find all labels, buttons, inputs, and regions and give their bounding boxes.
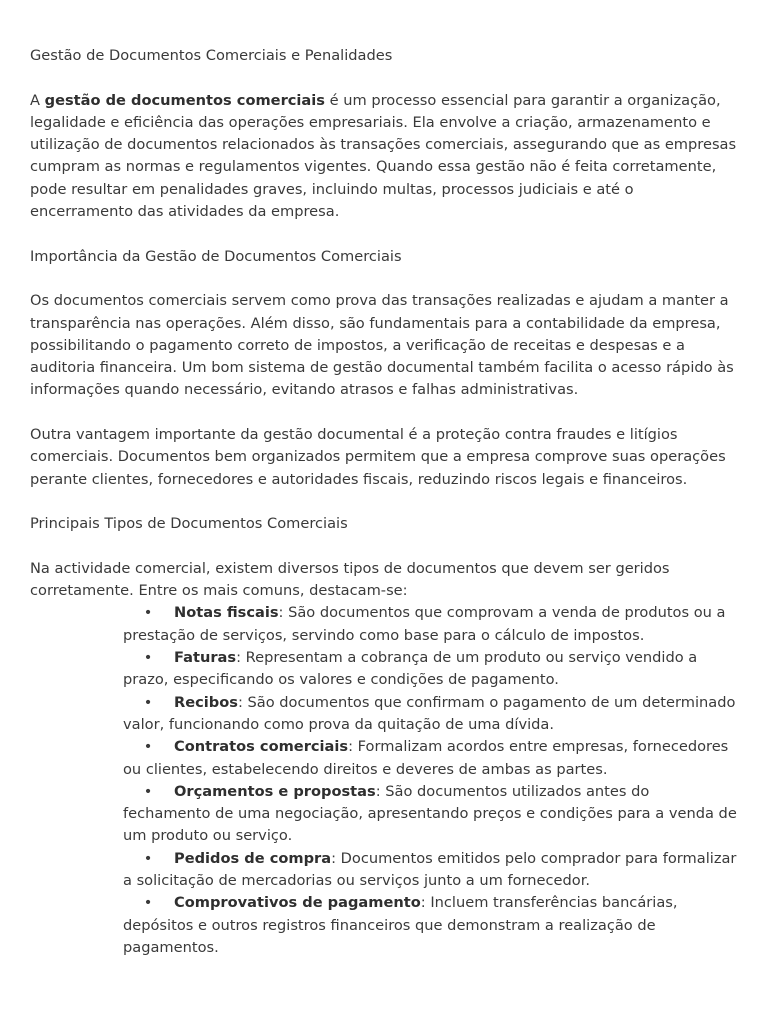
list-item-term: Notas fiscais — [174, 604, 279, 622]
list-item — [30, 692, 738, 737]
list-item-desc: : Representam a cobrança de um produto ou serviço vendido a prazo, especificando os valores e condições de pagamento. — [123, 649, 698, 689]
spacer — [30, 536, 738, 558]
bullet-marker: • — [143, 649, 153, 667]
bullet-marker: • — [143, 782, 153, 800]
bullet-marker: • — [143, 604, 153, 622]
list-item — [30, 736, 738, 781]
list-item-term: Pedidos de compra — [174, 849, 332, 867]
list-item-term: Recibos — [174, 693, 238, 711]
list-item-term: Contratos comerciais — [174, 738, 349, 756]
list-item-desc: : São documentos que confirmam o pagamento de um determinado valor, funcionando como prova da quitação de uma dívida. — [123, 693, 736, 733]
section-heading-types: Principais Tipos de Documentos Comerciais — [30, 515, 348, 533]
list-item-desc: : Formalizam acordos entre empresas, fornecedores ou clientes, estabelecendo direitos e deveres de ambas as partes. — [123, 738, 729, 778]
document-title: Gestão de Documentos Comerciais e Penalidades — [30, 47, 393, 64]
list-item-desc: : São documentos que comprovam a venda de produtos ou a prestação de serviços, servindo como base para o cálculo de impostos. — [123, 604, 726, 644]
bullet-marker: • — [143, 738, 153, 756]
intro-paragraph — [30, 90, 738, 224]
intro-prefix: A — [30, 91, 45, 109]
spacer — [30, 491, 738, 513]
bullet-marker: • — [143, 849, 153, 867]
bullet-marker: • — [143, 894, 153, 912]
list-item-term: Faturas — [174, 649, 237, 667]
spacer — [30, 402, 738, 424]
intro-rest: é um processo essencial para garantir a organização, legalidade e eficiência das operações empresariais. Ela envolve a criação, armazenamento e utilização de documentos relacionados às transações comerciais, assegurando que as empresas cumpram as normas e regulamentos vigentes. Quando essa gestão não é feita corretamente, pode resultar em penalidades graves, incluindo multas, processos judiciais e até o encerramento das atividades da empresa. — [30, 91, 737, 221]
list-item — [30, 781, 738, 848]
importance-paragraph-1: Os documentos comerciais servem como prova das transações realizadas e ajudam a manter a transparência nas operações. Além disso, são fundamentais para a contabilidade da empresa, possibilitando o pagamento correto de impostos, a verificação de receitas e despesas e a auditoria financeira. Um bom sistema de gestão documental também facilita o acesso rápido às informações quando necessário, evitando atrasos e falhas administrativas. — [30, 292, 734, 399]
document-types-list — [30, 602, 738, 959]
types-intro-paragraph: Na actividade comercial, existem diversos tipos de documentos que devem ser geridos corretamente. Entre os mais comuns, destacam-se: — [30, 559, 670, 600]
list-item-term: Comprovativos de pagamento — [174, 894, 421, 912]
spacer — [30, 223, 738, 245]
list-item — [30, 602, 738, 647]
list-item — [30, 647, 738, 692]
list-item — [30, 848, 738, 893]
spacer — [30, 67, 738, 89]
list-item-term: Orçamentos e propostas — [174, 782, 376, 800]
bullet-marker: • — [143, 693, 153, 711]
list-item — [30, 892, 738, 959]
list-item-desc: : Documentos emitidos pelo comprador para formalizar a solicitação de mercadorias ou serviços junto a um fornecedor. — [123, 849, 737, 889]
spacer — [30, 268, 738, 290]
list-item-desc: : Incluem transferências bancárias, depósitos e outros registros financeiros que demonstram a realização de pagamentos. — [123, 894, 678, 956]
list-item-desc: : São documentos utilizados antes do fechamento de uma negociação, apresentando preços e condições para a venda de um produto ou serviço. — [123, 782, 737, 845]
importance-paragraph-2: Outra vantagem importante da gestão documental é a proteção contra fraudes e litígios comerciais. Documentos bem organizados permitem que a empresa comprove suas operações perante clientes, fornecedores e autoridades fiscais, reduzindo riscos legais e financeiros. — [30, 426, 726, 488]
section-heading-importance: Importância da Gestão de Documentos Comerciais — [30, 247, 402, 265]
intro-bold-term: gestão de documentos comerciais — [44, 91, 325, 109]
